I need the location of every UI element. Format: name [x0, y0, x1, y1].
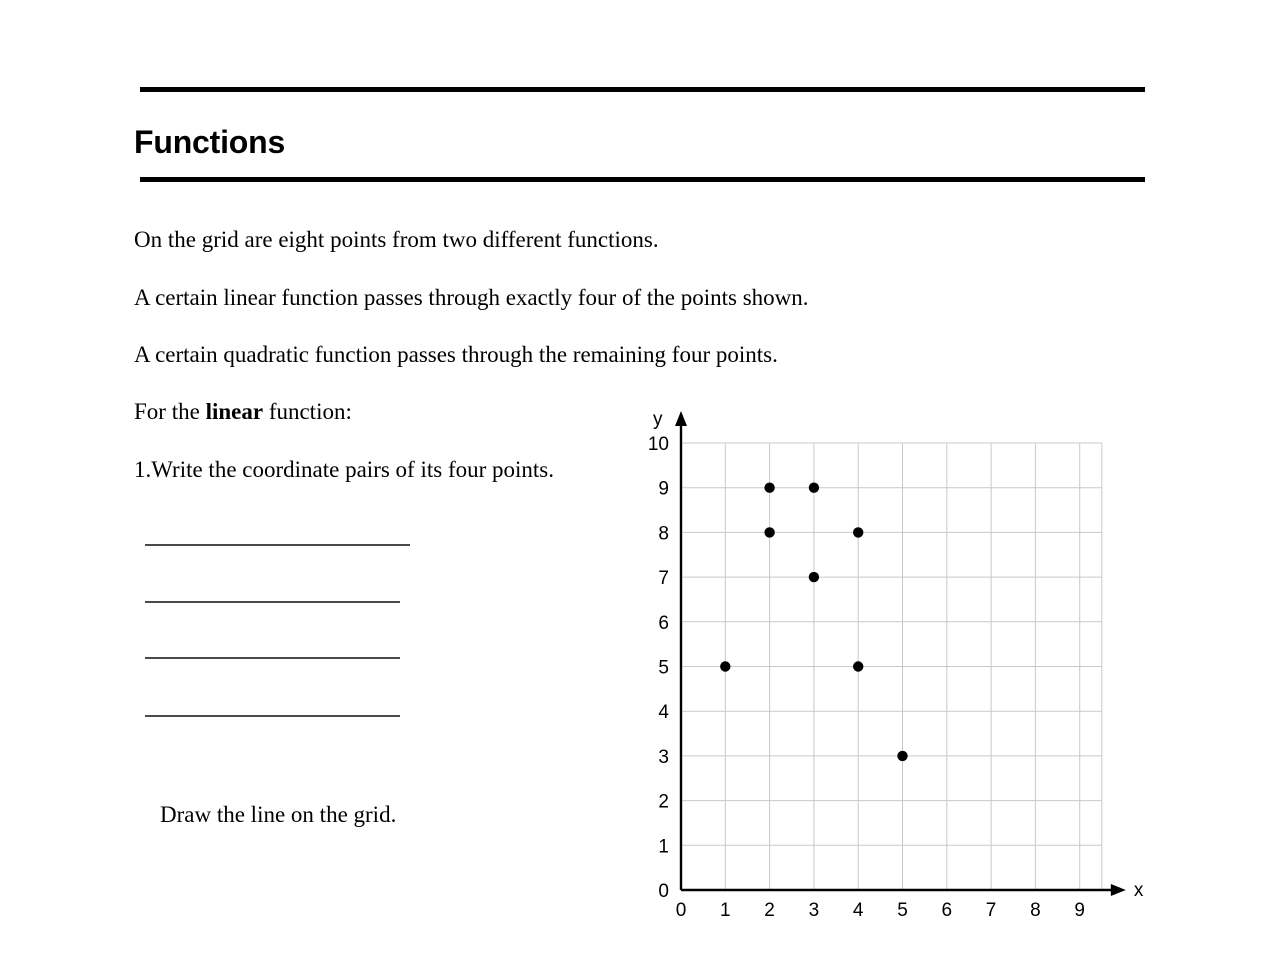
- draw-line-instruction: Draw the line on the grid.: [160, 802, 397, 827]
- x-tick-label: 7: [985, 900, 997, 921]
- x-axis-tick-labels: [676, 900, 1085, 921]
- data-point[interactable]: [764, 483, 774, 493]
- y-tick-label: 5: [658, 657, 669, 679]
- coordinate-grid-chart[interactable]: [640, 395, 1160, 925]
- chart-svg: [640, 395, 1160, 925]
- data-point[interactable]: [897, 751, 907, 761]
- answer-blank-line-2[interactable]: [145, 601, 400, 603]
- y-tick-label: 0: [658, 881, 669, 902]
- y-tick-label: 4: [658, 702, 669, 724]
- y-tick-label: 10: [647, 434, 669, 455]
- x-axis-label: x: [1133, 880, 1144, 901]
- y-tick-label: 8: [658, 523, 669, 545]
- for-the-emphasis-linear: linear: [205, 399, 264, 424]
- x-tick-label: 2: [764, 900, 775, 921]
- y-tick-label: 9: [658, 478, 669, 500]
- y-tick-label: 1: [658, 836, 669, 858]
- x-tick-label: 3: [808, 900, 820, 921]
- data-point[interactable]: [853, 661, 863, 671]
- data-point[interactable]: [809, 572, 819, 582]
- title-rule-top: [140, 87, 1145, 92]
- linear-statement-paragraph: A certain linear function passes through exactly four of the points shown.: [134, 285, 809, 310]
- for-the-prefix: For the: [134, 399, 206, 424]
- y-axis-label: y: [653, 409, 663, 430]
- x-tick-label: 8: [1030, 900, 1041, 921]
- y-tick-label: 7: [658, 568, 669, 590]
- x-tick-label: 6: [941, 900, 953, 921]
- page-title: Functions: [134, 124, 286, 160]
- x-tick-label: 9: [1074, 900, 1085, 921]
- for-the-suffix: function:: [263, 399, 352, 424]
- data-point[interactable]: [720, 661, 730, 671]
- for-the-linear-function-label: [134, 398, 352, 426]
- y-tick-label: 3: [658, 746, 669, 768]
- y-axis-arrow-icon: [675, 411, 687, 426]
- x-tick-label: 1: [720, 900, 731, 921]
- x-axis-arrow-icon: [1111, 884, 1126, 896]
- data-point[interactable]: [764, 527, 774, 537]
- question-1-text: 1.Write the coordinate pairs of its four points.: [134, 457, 554, 482]
- y-tick-label: 2: [658, 791, 669, 813]
- x-tick-label: 4: [852, 900, 864, 921]
- answer-blank-line-4[interactable]: [145, 715, 400, 717]
- intro-paragraph: On the grid are eight points from two different functions.: [134, 227, 659, 252]
- answer-blank-line-3[interactable]: [145, 657, 400, 659]
- x-tick-label: 5: [897, 900, 908, 921]
- answer-blank-line-1[interactable]: [145, 544, 410, 546]
- quadratic-statement-paragraph: A certain quadratic function passes through the remaining four points.: [134, 342, 778, 367]
- y-tick-label: 6: [658, 612, 669, 634]
- title-rule-bottom: [140, 177, 1145, 182]
- y-axis-tick-labels: [648, 434, 670, 902]
- grid-lines: [681, 443, 1102, 890]
- x-tick-label: 0: [675, 900, 687, 921]
- data-point[interactable]: [853, 527, 863, 537]
- data-point[interactable]: [809, 483, 819, 493]
- axes: [675, 411, 1126, 896]
